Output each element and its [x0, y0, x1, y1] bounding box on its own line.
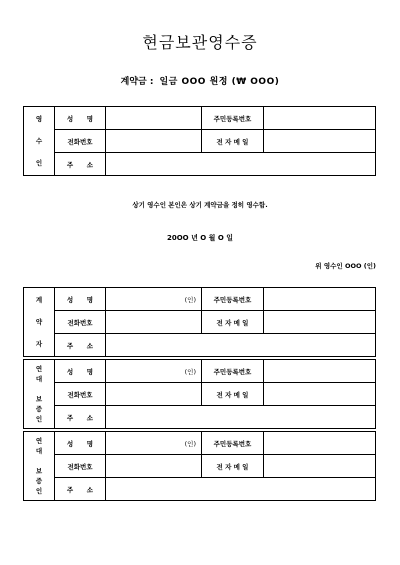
receiver-email-label: 전 자 메 일 [202, 130, 264, 153]
guarantor2-email-label: 전 자 메 일 [202, 455, 264, 478]
deposit-value: 일금 OOO 원정 (₩ OOO) [159, 77, 280, 87]
receiver-rrn-label: 주민등록번호 [202, 107, 264, 130]
contractor-seal[interactable]: (인) [106, 288, 202, 311]
receiver-phone-label: 전화번호 [55, 130, 106, 153]
deposit-label: 계약금 : [120, 77, 154, 87]
guarantor2-side-label: 연 대 보 증 인 [24, 432, 55, 501]
guarantor1-rrn-field[interactable] [264, 360, 376, 383]
contractor-phone-label: 전화번호 [55, 311, 106, 334]
receipt-date [0, 233, 400, 243]
guarantor1-email-field[interactable] [264, 383, 376, 406]
receiver-name-label: 성 명 [55, 107, 106, 130]
receipt-statement: 상기 영수인 본인은 상기 계약금을 정히 영수함. [132, 201, 268, 209]
guarantor1-table [23, 359, 376, 429]
guarantor1-name-label: 성 명 [55, 360, 106, 383]
receiver-address-field[interactable] [106, 153, 376, 176]
guarantor1-address-field[interactable] [106, 406, 376, 429]
contractor-rrn-label: 주민등록번호 [202, 288, 264, 311]
guarantor2-table [23, 431, 376, 501]
guarantor2-name-label: 성 명 [55, 432, 106, 455]
guarantor1-seal[interactable]: (인) [106, 360, 202, 383]
guarantor1-phone-field[interactable] [106, 383, 202, 406]
guarantor2-rrn-field[interactable] [264, 432, 376, 455]
receiver-phone-field[interactable] [106, 130, 202, 153]
contractor-email-field[interactable] [264, 311, 376, 334]
guarantor1-email-label: 전 자 메 일 [202, 383, 264, 406]
guarantor2-phone-label: 전화번호 [55, 455, 106, 478]
guarantor2-address-field[interactable] [106, 478, 376, 501]
guarantor2-address-label: 주 소 [55, 478, 106, 501]
contractor-email-label: 전 자 메 일 [202, 311, 264, 334]
contractor-address-field[interactable] [106, 334, 376, 357]
guarantor1-rrn-label: 주민등록번호 [202, 360, 264, 383]
receiver-email-field[interactable] [264, 130, 376, 153]
deposit-amount [0, 74, 400, 87]
guarantor2-rrn-label: 주민등록번호 [202, 432, 264, 455]
contractor-side-label: 계 약 자 [24, 288, 55, 357]
receiver-name-field[interactable] [106, 107, 202, 130]
guarantor1-phone-label: 전화번호 [55, 383, 106, 406]
contractor-address-label: 주 소 [55, 334, 106, 357]
date-year: 20OO 년 [166, 234, 198, 242]
contractor-phone-field[interactable] [106, 311, 202, 334]
receiver-rrn-field[interactable] [264, 107, 376, 130]
guarantor2-seal[interactable]: (인) [106, 432, 202, 455]
date-month: O 월 [200, 234, 216, 242]
document-title: 현금보관영수증 [142, 33, 258, 52]
guarantor1-address-label: 주 소 [55, 406, 106, 429]
signer-line: 위 영수인 OOO (인) [315, 262, 376, 270]
date-day: O 일 [217, 234, 234, 242]
guarantor2-email-field[interactable] [264, 455, 376, 478]
contractor-name-label: 성 명 [55, 288, 106, 311]
guarantor1-side-label: 연 대 보 증 인 [24, 360, 55, 429]
receiver-side-label: 영 수 인 [24, 107, 55, 176]
receiver-table [23, 106, 376, 176]
contractor-rrn-field[interactable] [264, 288, 376, 311]
receiver-address-label: 주 소 [55, 153, 106, 176]
contractor-table [23, 287, 376, 357]
guarantor2-phone-field[interactable] [106, 455, 202, 478]
